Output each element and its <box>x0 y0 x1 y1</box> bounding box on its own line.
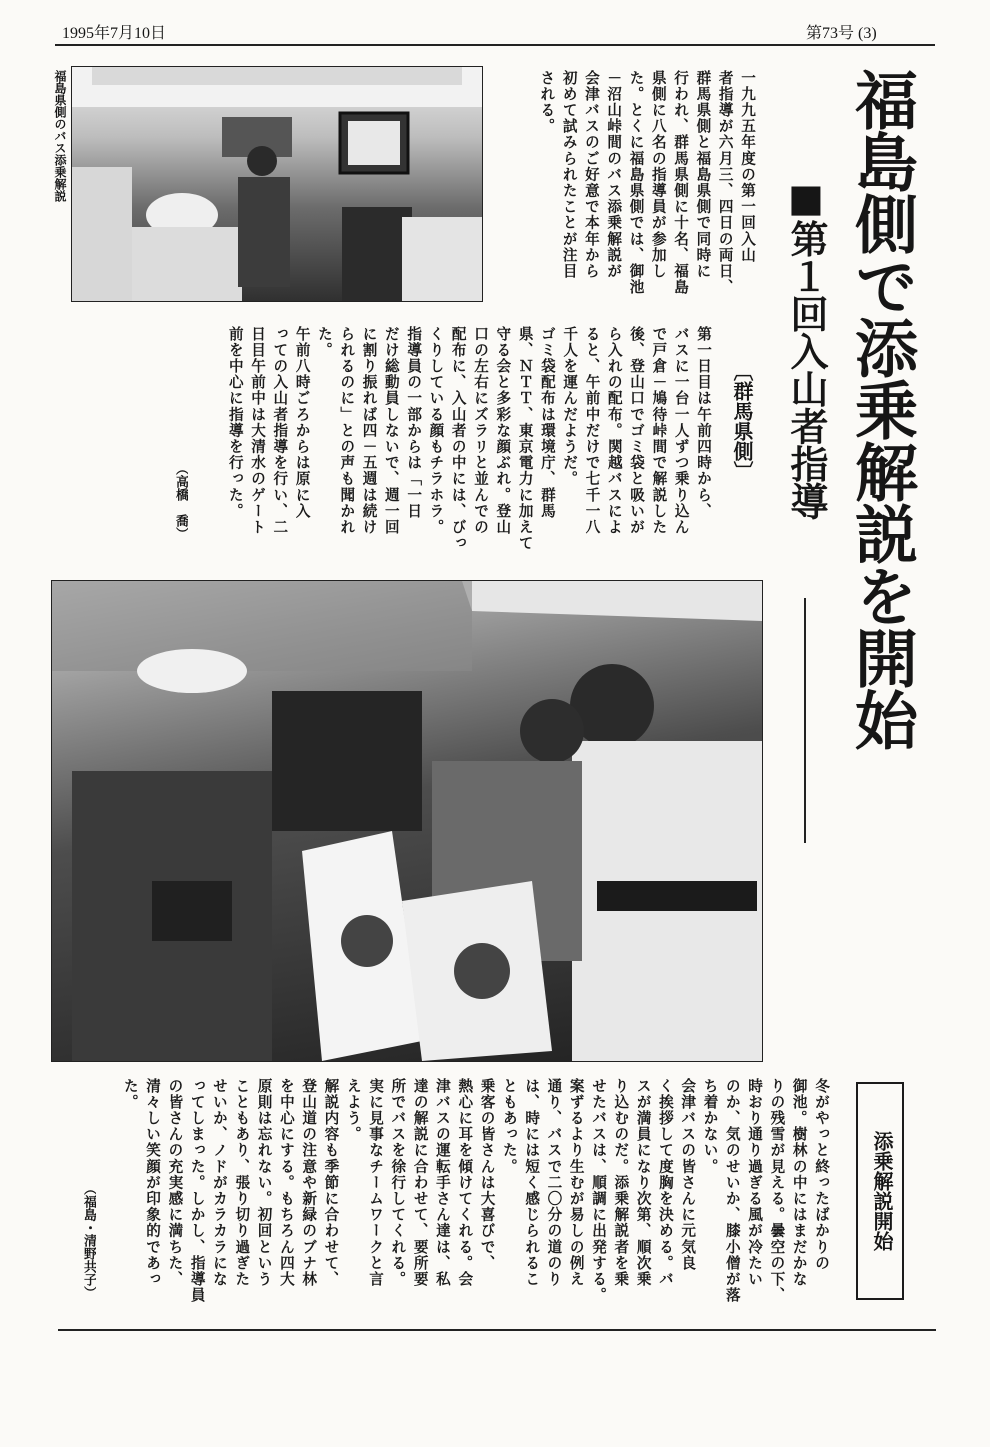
issue-date: 1995年7月10日 <box>62 25 167 42</box>
subheadline: ■第１回入山者指導 <box>784 176 828 520</box>
fukushima-author: （福島・清野共子） <box>81 1182 96 1299</box>
section-label-fukushima: 添乗解説開始 <box>856 1082 904 1300</box>
issue-number: 第73号 (3) <box>806 25 877 42</box>
distribution-photo <box>51 580 763 1062</box>
bus-interior-photo <box>71 66 483 302</box>
photo-caption: 福島県側のバス添乗解説 <box>53 70 67 202</box>
header-rule <box>55 44 935 46</box>
distribution-illustration <box>52 581 762 1061</box>
fukushima-body: 冬がやっと終ったばかりの 御池。樹林の中にはまだかな りの残雪が見える。曇空の下、 時おり通り過ぎる風が冷たい のか、気のせいか、膝小僧が落 ち着かない。 会津バスの皆さんに元気良 く挨拶して度胸を決める。バ スが満員になり次第、順次乗 り込むのだ。添乗解説者を乗 せたバスは、順調に出発する。 案ずるより生むが易しの例え 通り、バスで二〇分の道のり は、時には短く感じられるこ ともあった。 乗客の皆さんは大喜びで、 熱心に耳を傾けてくれる。会 津バスの運転手さん達は、私 達の解説に合わせて、要所要 所でバスを徐行してくれる。 実に見事なチームワークと言 えよう。 解説内容も季節に合わせて、 登山道の注意や新緑のブナ林 を中心にする。もちろん四大 原則は忘れない。初回という こともあり、張り切り過ぎた せいか、ノドがカラカラにな ってしまった。しかし、指導員 の皆さんの充実感に満ちた、 清々しい笑顔が印象的であっ た。 <box>121 1078 830 1304</box>
intro-paragraph: 一九九五年度の第一回入山 者指導が六月三、四日の両日、 群馬県側と福島県側で同時に 行われ、群馬県側に十名、福島 県側に八名の指導員が参加し た。とくに福島県側では、御池 －沼山峠間のバス添乗解説が 会津バスのご好意で本年から 初めて試みられたことが注目 される。 <box>538 70 756 296</box>
gunma-author: （高橋 喬） <box>173 462 188 540</box>
subheadline-rule <box>804 598 806 843</box>
section-label-gunma: 〔群馬県側〕 <box>730 361 754 481</box>
footer-rule <box>58 1329 936 1331</box>
headline: 福島側で添乗解説を開始 <box>845 68 919 750</box>
gunma-body: 第一日目は午前四時から、 バスに一台一人ずつ乗り込ん で戸倉－鳩待峠間で解説した 後、登山口でゴミ袋と吸いが ら入れの配布。関越バスによ ると、午前中だけで七千一八 千人を運んだようだ。 ゴミ袋配布は環境庁、群馬 県、ＮＴＴ、東京電力に加えて 守る会と多彩な顔ぶれ。登山 口の左右にズラリと並んでの 配布に、入山者の中には、びっ くりしている顔もチラホラ。 指導員の一部からは「一日 だけ総動員しないで、週一回 に割り振れば四－五週は続け られるのに」との声も聞かれ た。 午前八時ごろからは原に入 っての入山者指導を行い、二 日目午前中は大清水のゲート 前を中心に指導を行った。 <box>226 326 712 552</box>
bus-interior-illustration <box>72 67 482 301</box>
